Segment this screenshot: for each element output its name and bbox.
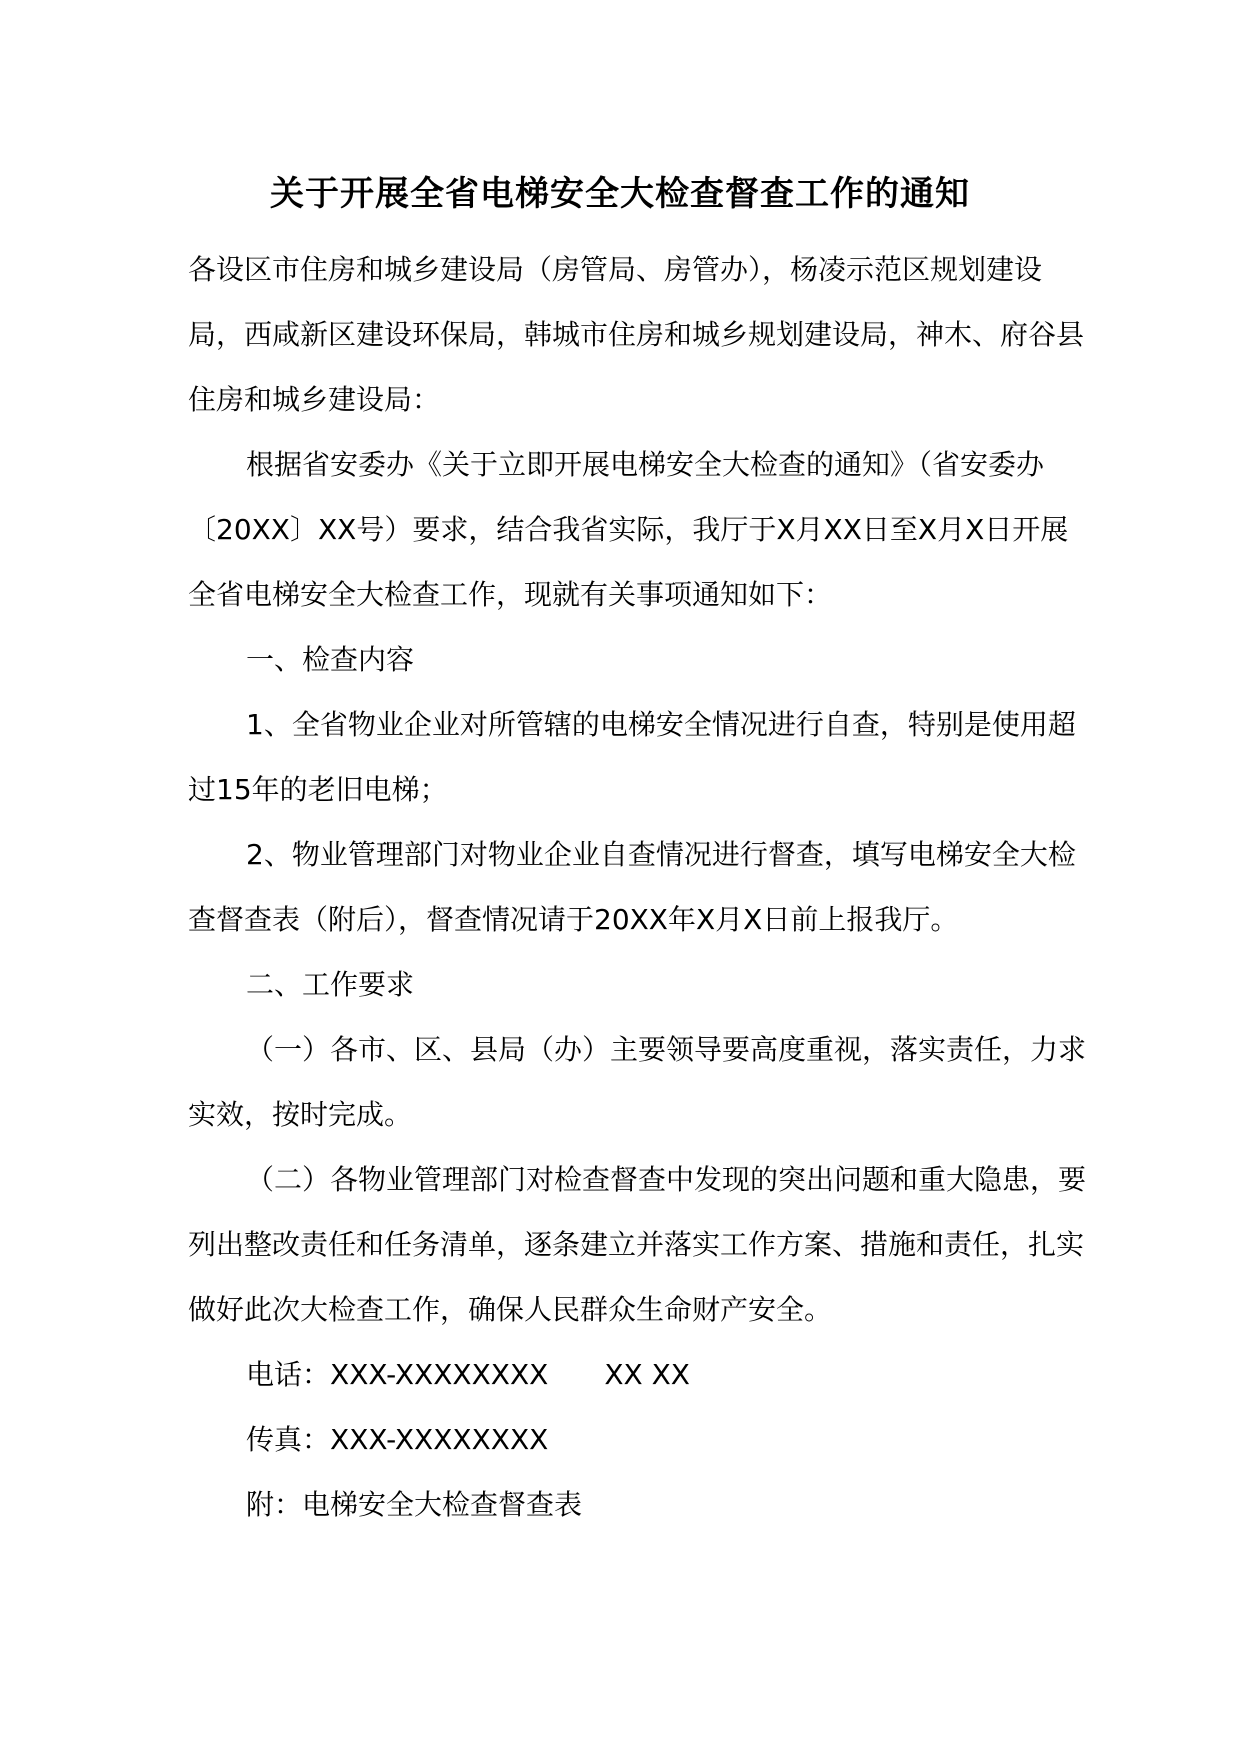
section-1-heading: 一、检查内容 xyxy=(246,643,415,676)
section-1-item-2: 2、物业管理部门对物业企业自查情况进行督查，填写电梯安全大检查督查表（附后），督查情况请于20XX年X月X日前上报我厅。 xyxy=(188,838,1076,936)
section-1-item-1: 1、全省物业企业对所管辖的电梯安全情况进行自查，特别是使用超过15年的老旧电梯； xyxy=(188,708,1076,806)
section-2-item-2: （二）各物业管理部门对检查督查中发现的突出问题和重大隐患，要列出整改责任和任务清单，逐条建立并落实工作方案、措施和责任，扎实做好此次大检查工作，确保人民群众生命财产安全。 xyxy=(188,1163,1087,1326)
recipients-paragraph: 各设区市住房和城乡建设局（房管局、房管办），杨凌示范区规划建设局，西咸新区建设环保局，韩城市住房和城乡规划建设局，神木、府谷县住房和城乡建设局： xyxy=(188,253,1085,416)
phone-label: 电话： xyxy=(246,1358,331,1391)
fax-line xyxy=(188,1407,1088,1472)
fax-label: 传真： xyxy=(246,1423,331,1456)
section-2-item-1: （一）各市、区、县局（办）主要领导要高度重视，落实责任，力求实效，按时完成。 xyxy=(188,1033,1087,1131)
fax-number: XXX-XXXXXXXX xyxy=(330,1423,549,1456)
intro-paragraph: 根据省安委办《关于立即开展电梯安全大检查的通知》（省安委办〔20XX〕XX号）要求，结合我省实际，我厅于X月XX日至X月X日开展全省电梯安全大检查工作，现就有关事项通知如下： xyxy=(188,448,1069,611)
phone-number: XXX-XXXXXXXX xyxy=(330,1358,549,1391)
phone-contact: XX XX xyxy=(604,1358,690,1391)
phone-line xyxy=(188,1342,1088,1407)
document-body xyxy=(188,237,1088,1537)
attachment-line: 附：电梯安全大检查督查表 xyxy=(246,1488,583,1521)
section-2-heading: 二、工作要求 xyxy=(246,968,415,1001)
document-title: 关于开展全省电梯安全大检查督查工作的通知 xyxy=(270,174,970,214)
